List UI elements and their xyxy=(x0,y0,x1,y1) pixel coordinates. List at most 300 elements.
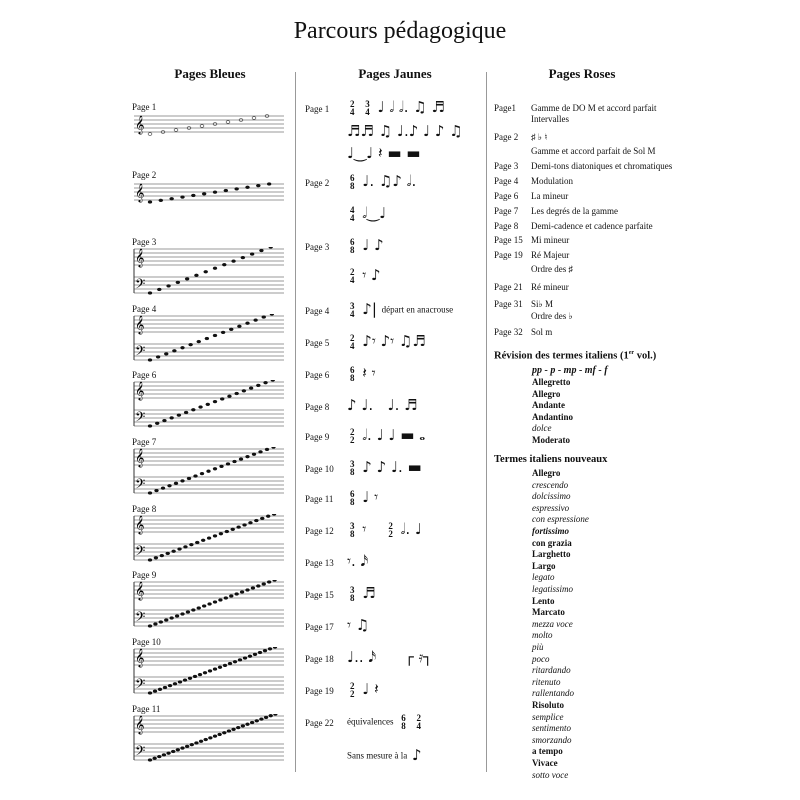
time-signature: 3 8 xyxy=(350,458,355,477)
time-signature: 3 8 xyxy=(350,520,355,539)
clef-icon: 𝄞 xyxy=(135,648,145,667)
clef-icon: 𝄢 xyxy=(135,343,146,362)
note-head xyxy=(271,380,275,381)
note-head xyxy=(266,515,270,518)
note-head xyxy=(222,263,226,266)
note-head xyxy=(202,192,206,195)
note-head xyxy=(199,740,203,743)
note-head xyxy=(148,292,152,295)
staff-notation xyxy=(132,180,288,232)
note-head xyxy=(269,714,273,717)
note-head xyxy=(251,587,255,590)
italian-term: ritardando xyxy=(532,665,571,676)
sans-mesure-text: Sans mesure à la xyxy=(347,750,408,761)
note-head xyxy=(235,188,239,191)
rhythm-notation: ♩‿♩ 𝄽 ▬ ▬ xyxy=(347,144,421,162)
rhythm-notation: 3 8 ♪ ♪ ♩. ▬ xyxy=(350,458,422,477)
note-head xyxy=(219,532,223,535)
note-head xyxy=(148,625,152,628)
page-label: Page 31 xyxy=(494,299,523,309)
note-head xyxy=(262,583,266,586)
time-signature: 3 4 xyxy=(350,300,355,319)
note-head xyxy=(171,750,175,753)
clef-icon: 𝄢 xyxy=(135,676,146,695)
italian-term: più xyxy=(532,642,544,652)
note-head xyxy=(227,730,231,733)
note-head xyxy=(237,325,241,328)
clef-icon: 𝄢 xyxy=(135,543,146,562)
note-head xyxy=(190,743,194,746)
staff-notation xyxy=(132,247,288,299)
rhythm-notation: ♪ ♩. ♩. ♬ xyxy=(347,396,418,414)
topic-text: Intervalles xyxy=(531,114,569,124)
note-head xyxy=(157,288,161,291)
note-head xyxy=(255,719,259,722)
note-head xyxy=(250,721,254,724)
italian-term: Allegro xyxy=(532,388,561,399)
note-head xyxy=(252,453,256,456)
topic-text: Si♭ M xyxy=(531,299,554,309)
note-head xyxy=(218,733,222,736)
note-head xyxy=(173,682,177,685)
note-head xyxy=(153,690,157,693)
note-head xyxy=(265,448,269,451)
note-head xyxy=(204,738,208,741)
page-label: Page 10 xyxy=(305,464,334,474)
note-head xyxy=(185,277,189,280)
note-head xyxy=(225,530,229,533)
note-head xyxy=(176,748,180,751)
time-signature: 4 4 xyxy=(350,204,355,223)
time-signature: 2 4 xyxy=(350,332,355,351)
topic-text: La mineur xyxy=(531,191,569,201)
rhythm-notation: Sans mesure à la ♪ xyxy=(347,746,422,764)
rhythm-notation: 4 4 𝅗𝅥‿♩ xyxy=(350,204,387,223)
note-head xyxy=(181,346,185,349)
note-head xyxy=(194,475,198,478)
note-head xyxy=(155,422,159,425)
clef-icon: 𝄞 xyxy=(135,315,145,334)
clef-icon: 𝄞 xyxy=(135,515,145,534)
page-label: Page 11 xyxy=(305,494,334,504)
note-head xyxy=(232,260,236,263)
italian-term: ritenuto xyxy=(532,676,561,687)
time-signature: 6 8 xyxy=(350,488,355,507)
column-divider xyxy=(295,72,296,772)
italian-term: dolce xyxy=(532,423,552,434)
note-head xyxy=(201,539,205,542)
note-head xyxy=(172,550,176,553)
time-signature: 6 8 xyxy=(350,172,355,191)
page-title: Parcours pédagogique xyxy=(293,18,507,44)
note-head xyxy=(229,328,233,331)
topic-text: Mi mineur xyxy=(531,235,570,245)
page-label: Page 1 xyxy=(305,104,330,114)
note-head xyxy=(186,611,190,614)
note-head xyxy=(199,406,203,409)
clef-icon: 𝄞 xyxy=(135,381,145,400)
page-label: Page 4 xyxy=(494,176,519,186)
rhythm-notation: 𝄾 ♫ xyxy=(347,616,370,634)
italian-term: crescendo xyxy=(532,479,569,490)
topic-text: Demi-cadence et cadence parfaite xyxy=(531,221,653,231)
note-head xyxy=(248,655,252,658)
italian-term: sotto voce xyxy=(532,769,569,780)
note-head xyxy=(162,419,166,422)
topic-text: Sol m xyxy=(531,327,553,337)
rhythm-notation: ♩.. 𝅘𝅥𝅯 ┌ 𝄿┐ xyxy=(347,648,433,666)
time-signature: 2 2 xyxy=(350,426,355,445)
note-head xyxy=(264,381,268,384)
page-label: Page 32 xyxy=(494,327,523,337)
italian-term: sentimento xyxy=(532,723,571,734)
page-label: Page 2 xyxy=(132,170,157,180)
note-head xyxy=(246,186,250,189)
note-head xyxy=(172,349,176,352)
note-head xyxy=(181,747,185,750)
staff-notation xyxy=(132,314,288,366)
note-head xyxy=(154,556,158,559)
note-head xyxy=(181,479,185,482)
italian-term: Andantino xyxy=(532,411,574,422)
italian-term: Moderato xyxy=(532,435,570,445)
note-head xyxy=(238,658,242,661)
page-label: Page 21 xyxy=(494,282,523,292)
note-head xyxy=(162,753,166,756)
page-label: Page 15 xyxy=(494,235,523,245)
topic-text: Gamme de DO M et accord parfait xyxy=(531,103,657,113)
note-head xyxy=(256,184,260,187)
staff-notation xyxy=(132,380,288,432)
rhythm-notation: 2 4 ♪𝄾 ♪𝄾 ♫♬ xyxy=(350,332,426,351)
note-head xyxy=(174,482,178,485)
note-head xyxy=(252,117,256,120)
rhythm-notation: 3 4 ♪| départ en anacrouse xyxy=(350,300,454,319)
note-head xyxy=(175,615,179,618)
note-head xyxy=(273,714,277,715)
note-head xyxy=(213,267,217,270)
page-label: Page1 xyxy=(494,103,516,113)
note-head xyxy=(268,647,272,650)
note-head xyxy=(207,470,211,473)
note-head xyxy=(200,125,204,128)
note-head xyxy=(178,681,182,684)
note-head xyxy=(267,581,271,584)
note-head xyxy=(176,281,180,284)
note-head xyxy=(164,619,168,622)
topic-text: Demi-tons diatoniques et chromatiques xyxy=(531,161,673,171)
column-head-blue: Pages Bleues xyxy=(174,66,246,81)
note-head xyxy=(218,599,222,602)
note-head xyxy=(194,274,198,277)
topic-text: Gamme et accord parfait de Sol M xyxy=(531,146,656,156)
note-head xyxy=(263,649,267,652)
note-head xyxy=(159,199,163,202)
rhythm-notation: 6 8 𝄽 𝄾 xyxy=(350,364,376,383)
note-head xyxy=(157,755,161,758)
italian-term: legato xyxy=(532,572,555,583)
note-head xyxy=(188,677,192,680)
italian-term: rallentando xyxy=(532,688,574,699)
time-signature: 2 4 xyxy=(350,98,355,117)
topic-text: Ré mineur xyxy=(531,282,569,292)
note-head xyxy=(183,545,187,548)
note-head xyxy=(193,675,197,678)
page-label: Page 3 xyxy=(132,237,157,247)
note-head xyxy=(148,359,152,362)
note-head xyxy=(148,559,152,562)
note-head xyxy=(189,543,193,546)
note-head xyxy=(197,340,201,343)
note-head xyxy=(254,319,258,322)
note-head xyxy=(185,745,189,748)
note-head xyxy=(161,487,165,490)
note-head xyxy=(239,458,243,461)
note-head xyxy=(178,548,182,551)
note-head xyxy=(163,686,167,689)
italian-term: mezza voce xyxy=(532,618,573,629)
italian-term: poco xyxy=(532,653,550,664)
page-label: Page 11 xyxy=(132,704,161,714)
note-head xyxy=(241,725,245,728)
note-head xyxy=(167,752,171,755)
clef-icon: 𝄞 xyxy=(135,715,145,734)
note-head xyxy=(195,541,199,544)
italian-term: semplice xyxy=(532,711,564,722)
column-head-pink: Pages Roses xyxy=(548,66,616,81)
italian-term: fortissimo xyxy=(532,526,570,536)
column-divider xyxy=(486,72,487,772)
note-head xyxy=(254,519,258,522)
note-head xyxy=(191,408,195,411)
clef-icon: 𝄞 xyxy=(135,115,145,134)
page-label: Page 6 xyxy=(305,370,330,380)
clef-icon: 𝄢 xyxy=(135,476,146,495)
note-head xyxy=(246,455,250,458)
note-head xyxy=(223,664,227,667)
page-label: Page 4 xyxy=(305,306,330,316)
note-head xyxy=(273,580,277,581)
time-signature: 6 8 xyxy=(350,364,355,383)
time-signature: 2 4 xyxy=(416,712,422,731)
note-head xyxy=(256,384,260,387)
note-head xyxy=(232,728,236,731)
staff-notation xyxy=(132,112,288,142)
note-head xyxy=(213,735,217,738)
note-head xyxy=(191,609,195,612)
italian-term: legatissimo xyxy=(532,584,574,594)
note-head xyxy=(235,392,239,395)
page-label: Page 4 xyxy=(132,304,157,314)
revision-heading: Révision des termes italiens (1er vol.) xyxy=(494,350,657,362)
italian-term: Allegretto xyxy=(532,377,571,387)
note-head xyxy=(273,647,277,648)
page-label: Page 5 xyxy=(305,338,330,348)
note-head xyxy=(233,660,237,663)
note-head xyxy=(248,521,252,524)
note-head xyxy=(170,416,174,419)
column-head-yellow: Pages Jaunes xyxy=(358,66,432,81)
note-head xyxy=(258,651,262,654)
note-head xyxy=(250,253,254,256)
italian-term: smorzando xyxy=(532,734,572,745)
note-head xyxy=(168,684,172,687)
italian-term: Andante xyxy=(532,400,566,411)
note-head xyxy=(181,196,185,199)
topic-text: ♯ ♭ ♮ xyxy=(531,132,548,142)
note-head xyxy=(260,517,264,520)
time-signature: 2 2 xyxy=(388,520,393,539)
page-label: Page 8 xyxy=(494,221,519,231)
note-head xyxy=(272,514,276,515)
time-signature: 2 4 xyxy=(350,266,355,285)
dynamics-line: pp - p - mp - mf - f xyxy=(532,365,608,376)
italian-term: Risoluto xyxy=(532,700,565,710)
rhythm-notation: 6 8 ♩ 𝄾 xyxy=(350,488,379,507)
note-head xyxy=(259,718,263,721)
note-head xyxy=(213,601,217,604)
note-head xyxy=(241,256,245,259)
note-head xyxy=(204,270,208,273)
note-head xyxy=(183,679,187,682)
page-label: Page 7 xyxy=(494,206,519,216)
note-head xyxy=(148,692,152,695)
rhythm-notation: 2 2 ♩ 𝄽 xyxy=(350,680,379,699)
page-label: Page 13 xyxy=(305,558,334,568)
note-head xyxy=(242,389,246,392)
note-head xyxy=(170,617,174,620)
note-head xyxy=(213,467,217,470)
note-head xyxy=(218,666,222,669)
note-head xyxy=(227,395,231,398)
note-head xyxy=(220,465,224,468)
note-head xyxy=(243,524,247,527)
note-head xyxy=(246,723,250,726)
note-head xyxy=(246,322,250,325)
page-label: Page 6 xyxy=(132,370,157,380)
page-label: Page 10 xyxy=(132,637,161,647)
note-head xyxy=(213,334,217,337)
italian-term: dolcissimo xyxy=(532,491,571,502)
clef-icon: 𝄞 xyxy=(135,248,145,267)
rhythm-notation: 3 8 𝄾 2 2 𝅗𝅥. ♩ xyxy=(350,520,422,539)
note-head xyxy=(168,484,172,487)
note-head xyxy=(164,352,168,355)
rhythm-notation: 𝄾. 𝅘𝅥𝅯 xyxy=(347,552,369,570)
italian-term: espressivo xyxy=(532,502,570,513)
page-label: Page 8 xyxy=(305,402,330,412)
note-head xyxy=(170,197,174,200)
note-head xyxy=(267,183,271,186)
clef-icon: 𝄞 xyxy=(135,581,145,600)
time-signature: 2 2 xyxy=(350,680,355,699)
page-label: Page 9 xyxy=(132,570,157,580)
note-head xyxy=(148,133,152,136)
page-label: Page 7 xyxy=(132,437,157,447)
note-head xyxy=(221,331,225,334)
note-head xyxy=(200,472,204,475)
italian-term: Lento xyxy=(532,595,555,606)
page-label: Page 12 xyxy=(305,526,334,536)
note-head xyxy=(262,316,266,319)
page-label: Page 3 xyxy=(305,242,330,252)
note-head xyxy=(226,463,230,466)
page-label: Page 2 xyxy=(494,132,519,142)
note-head xyxy=(197,607,201,610)
italian-term: con espressione xyxy=(532,514,589,525)
note-head xyxy=(160,554,164,557)
staff-notation xyxy=(132,447,288,499)
note-head xyxy=(148,759,152,762)
staff-notation xyxy=(132,647,288,699)
note-head xyxy=(208,603,212,606)
page-label: Page 3 xyxy=(494,161,519,171)
note-head xyxy=(224,597,228,600)
italian-term: con grazia xyxy=(532,537,572,548)
note-head xyxy=(264,716,268,719)
rhythm-notation: 6 8 ♩. ♫♪ 𝅗𝅥. xyxy=(350,172,417,191)
note-head xyxy=(237,526,241,529)
note-head xyxy=(229,595,233,598)
topic-text: Ré Majeur xyxy=(531,250,570,260)
note-head xyxy=(213,668,217,671)
note-head xyxy=(166,552,170,555)
time-signature: 6 8 xyxy=(350,236,355,255)
page-label: Page 17 xyxy=(305,622,334,632)
note-head xyxy=(167,285,171,288)
page-label: Page 19 xyxy=(305,686,334,696)
italian-term: Allegro xyxy=(532,468,561,478)
note-head xyxy=(156,356,160,359)
page-label: Page 15 xyxy=(305,590,334,600)
note-head xyxy=(203,671,207,674)
note-head xyxy=(243,657,247,660)
note-head xyxy=(158,688,162,691)
page-label: Page 1 xyxy=(132,102,157,112)
note-head xyxy=(194,742,198,745)
italian-term: Marcato xyxy=(532,607,565,618)
note-head xyxy=(187,477,191,480)
time-signature: 3 4 xyxy=(365,98,370,117)
note-head xyxy=(205,337,209,340)
rhythm-notation: ♬♬ ♫ ♩.♪ ♩ ♪ ♫ xyxy=(347,122,463,140)
note-head xyxy=(153,623,157,626)
page-label: Page 22 xyxy=(305,718,334,728)
clef-icon: 𝄢 xyxy=(135,743,146,762)
time-signature: 3 8 xyxy=(350,584,355,603)
note-head xyxy=(189,343,193,346)
note-head xyxy=(174,129,178,132)
topic-text: Modulation xyxy=(531,176,573,186)
italian-term: Vivace xyxy=(532,758,558,768)
topic-text: Ordre des ♭ xyxy=(531,311,573,321)
note-head xyxy=(259,249,263,252)
page-label: Page 2 xyxy=(305,178,330,188)
note-head xyxy=(249,387,253,390)
note-head xyxy=(256,585,260,588)
note-head xyxy=(236,726,240,729)
note-head xyxy=(155,489,159,492)
note-head xyxy=(184,411,188,414)
page-label: Page 8 xyxy=(132,504,157,514)
note-head xyxy=(220,398,224,401)
note-head xyxy=(270,314,274,315)
clef-icon: 𝄢 xyxy=(135,409,146,428)
page-label: Page 18 xyxy=(305,654,334,664)
clef-icon: 𝄢 xyxy=(135,609,146,628)
page-label: Page 6 xyxy=(494,191,519,201)
note-head xyxy=(222,731,226,734)
